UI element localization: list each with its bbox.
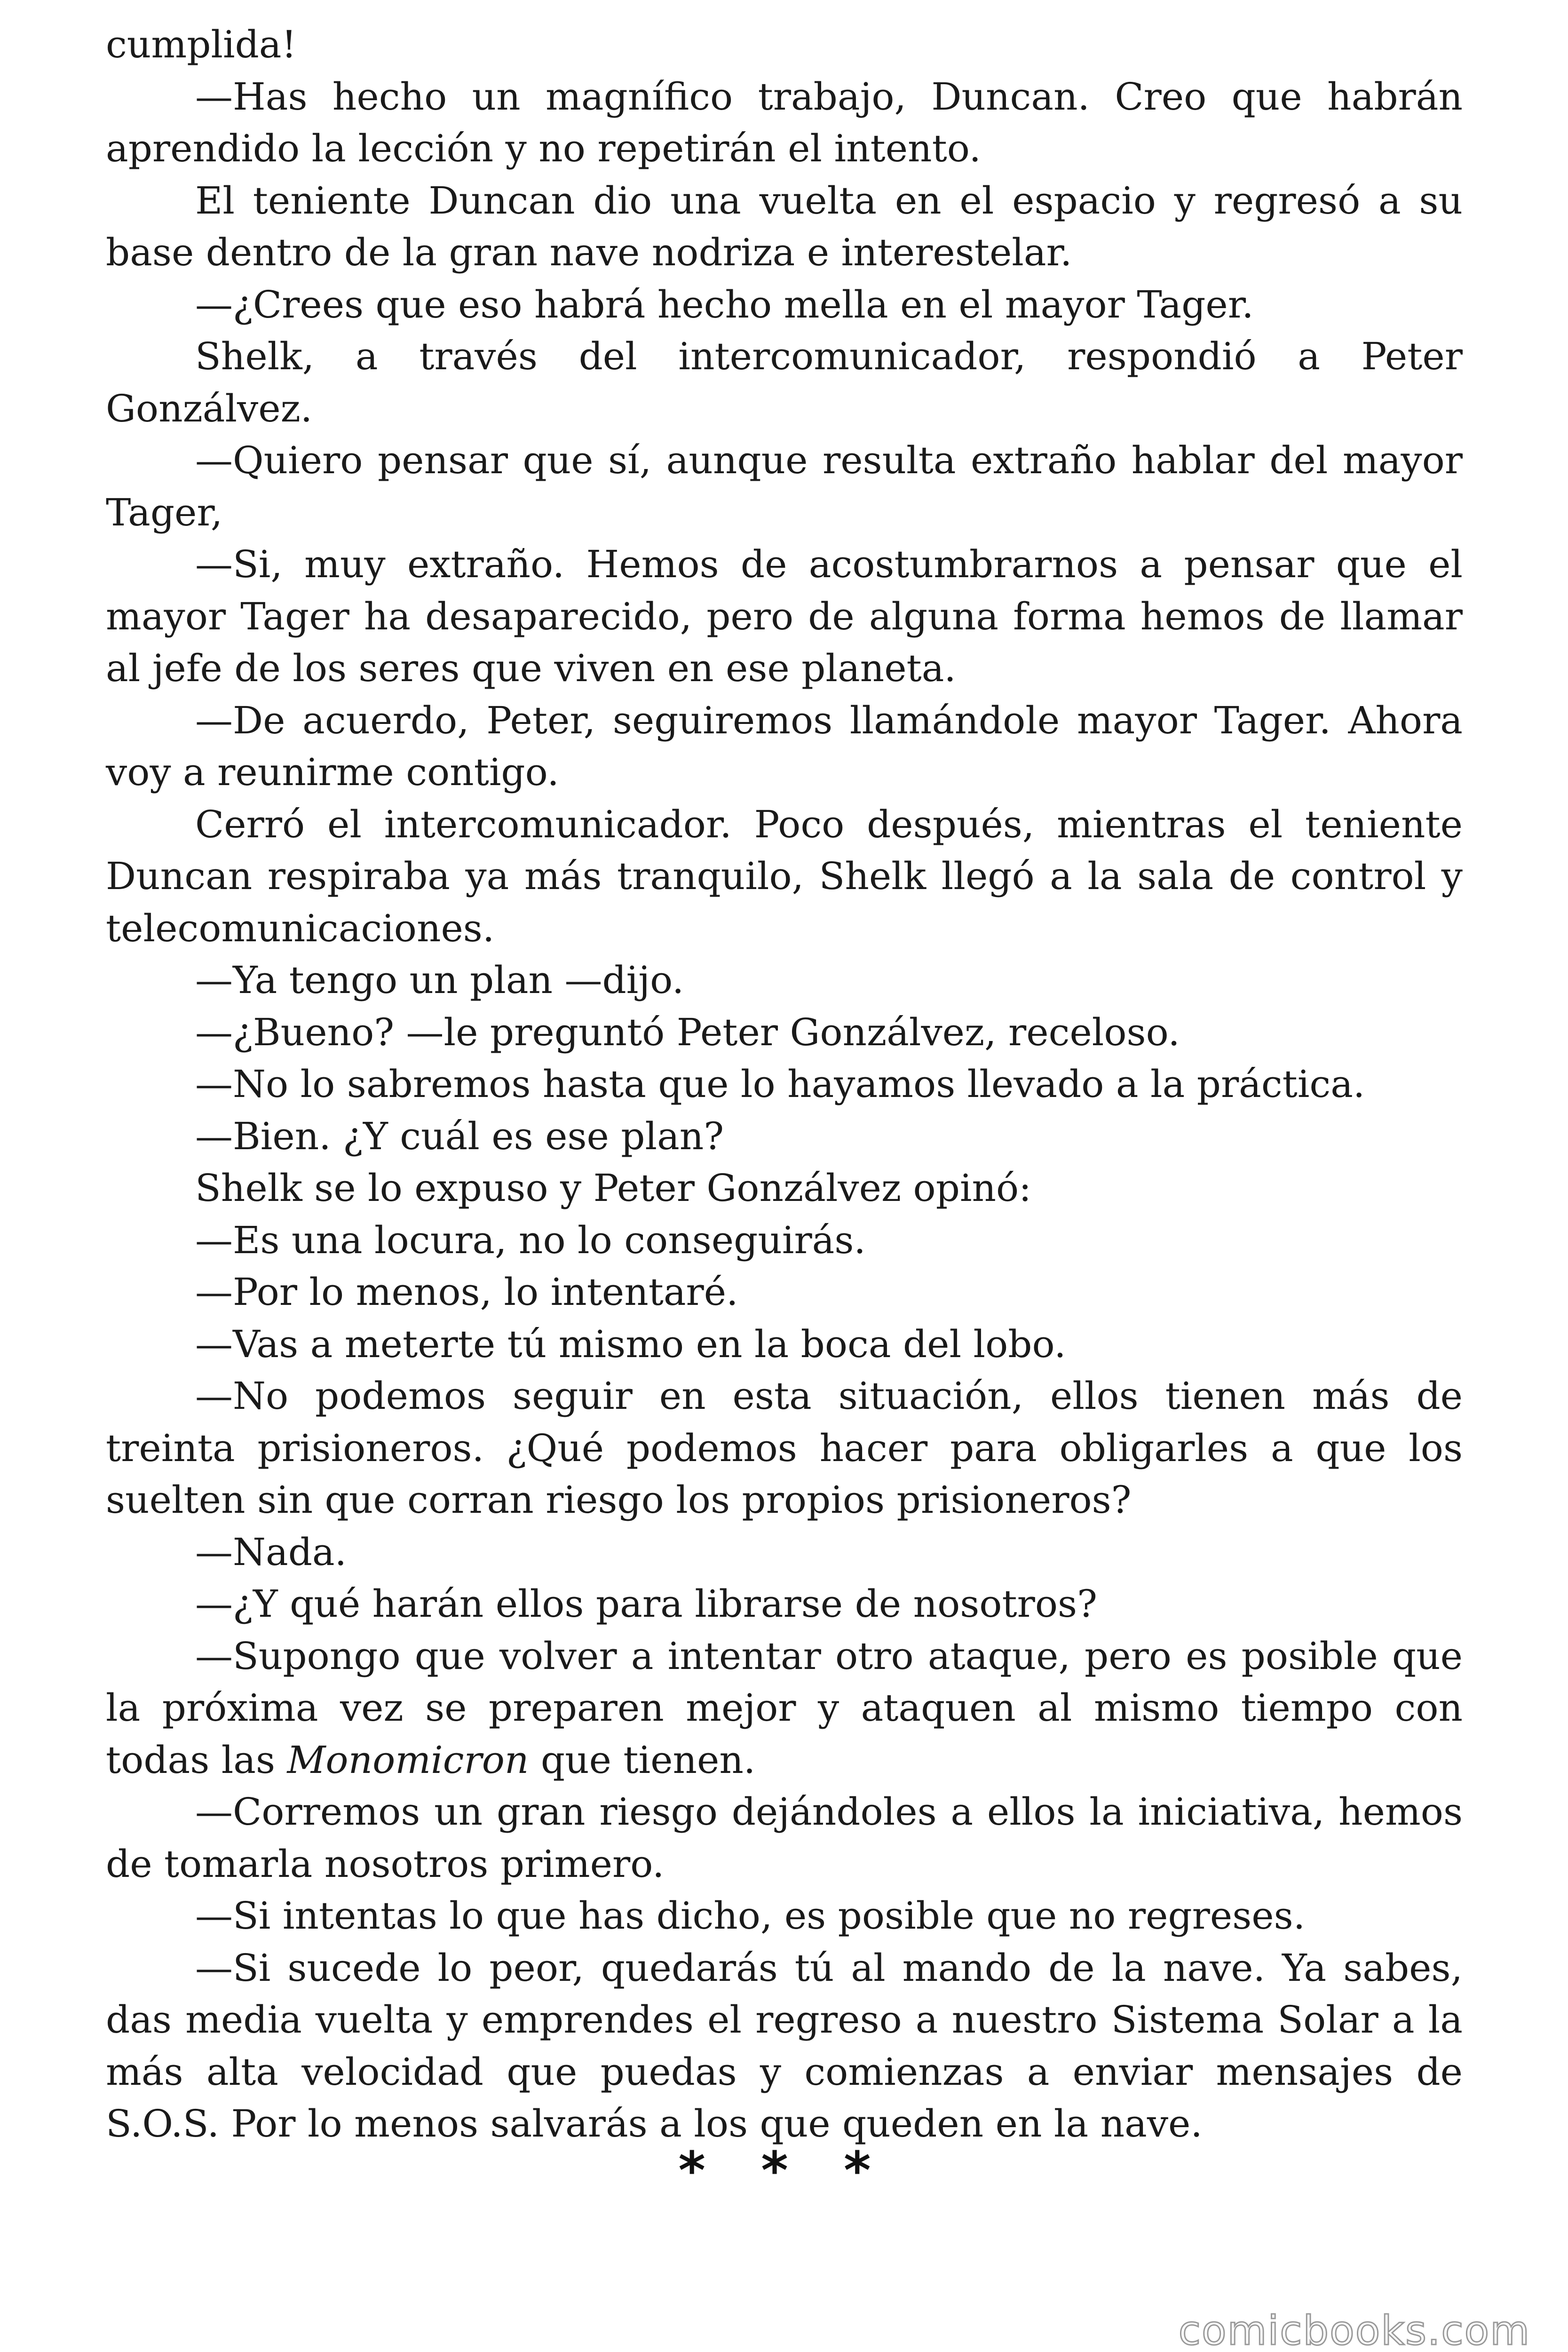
paragraph-12: —No lo sabremos hasta que lo hayamos llevado a la práctica. (195, 1062, 1365, 1106)
paragraph-21-tail: que tienen. (529, 1738, 756, 1782)
paragraph-17: —Vas a meterte tú mismo en la boca del lobo. (195, 1322, 1066, 1366)
paragraph-19: —Nada. (195, 1530, 347, 1574)
paragraph-22: —Corremos un gran riesgo dejándoles a ellos la iniciativa, hemos de tomarla nosotros primero. (106, 1790, 1463, 1886)
ship-name: Monomicron (287, 1738, 529, 1782)
paragraph-20: —¿Y qué harán ellos para librarse de nosotros? (195, 1582, 1097, 1626)
paragraph-8: —De acuerdo, Peter, seguiremos llamándole mayor Tager. Ahora voy a reunirme contigo. (106, 698, 1463, 794)
paragraph-16: —Por lo menos, lo intentaré. (195, 1270, 738, 1314)
paragraph-4: —¿Crees que eso habrá hecho mella en el mayor Tager. (195, 282, 1254, 326)
paragraph-24: —Si sucede lo peor, quedarás tú al mando de la nave. Ya sabes, das media vuelta y emprendes el regreso a nuestro Sistema Solar a la más alta velocidad que puedas y comienzas a enviar mensajes de S.O.S. Por lo menos salvarás a los que queden en la nave. (106, 1946, 1463, 2145)
watermark: comicbooks.com (1178, 2307, 1530, 2352)
text-body (106, 19, 1463, 2150)
paragraph-18: —No podemos seguir en esta situación, ellos tienen más de treinta prisioneros. ¿Qué podemos hacer para obligarles a que los suelten sin que corran riesgo los propios prisioneros? (106, 1374, 1463, 1522)
paragraph-5: Shelk, a través del intercomunicador, respondió a Peter Gonzálvez. (106, 334, 1463, 430)
paragraph-14: Shelk se lo expuso y Peter Gonzálvez opinó: (195, 1166, 1032, 1210)
paragraph-7: —Si, muy extraño. Hemos de acostumbrarnos a pensar que el mayor Tager ha desaparecido, pero de alguna forma hemos de llamar al jefe de los seres que viven en ese planeta. (106, 542, 1463, 690)
paragraph-6: —Quiero pensar que sí, aunque resulta extraño hablar del mayor Tager, (106, 438, 1463, 534)
section-separator: * * * (678, 2140, 890, 2201)
paragraph-13: —Bien. ¿Y cuál es ese plan? (195, 1114, 724, 1158)
paragraph-1: cumplida! (106, 23, 297, 66)
paragraph-9: Cerró el intercomunicador. Poco después, mientras el teniente Duncan respiraba ya más tranquilo, Shelk llegó a la sala de control y telecomunicaciones. (106, 802, 1463, 950)
paragraph-2: —Has hecho un magnífico trabajo, Duncan. Creo que habrán aprendido la lección y no repetirán el intento. (106, 74, 1463, 170)
paragraph-21-text: —Supongo que volver a intentar otro ataque, pero es posible que la próxima vez se preparen mejor y ataquen al mismo tiempo con todas las (106, 1634, 1463, 1782)
paragraph-3: El teniente Duncan dio una vuelta en el espacio y regresó a su base dentro de la gran nave nodriza e interestelar. (106, 178, 1463, 274)
paragraph-11: —¿Bueno? —le preguntó Peter Gonzálvez, receloso. (195, 1010, 1180, 1054)
paragraph-23: —Si intentas lo que has dicho, es posible que no regreses. (195, 1894, 1306, 1938)
paragraph-21 (106, 1630, 1463, 1787)
paragraph-10: —Ya tengo un plan —dijo. (195, 958, 684, 1002)
paragraph-15: —Es una locura, no lo conseguirás. (195, 1218, 866, 1262)
